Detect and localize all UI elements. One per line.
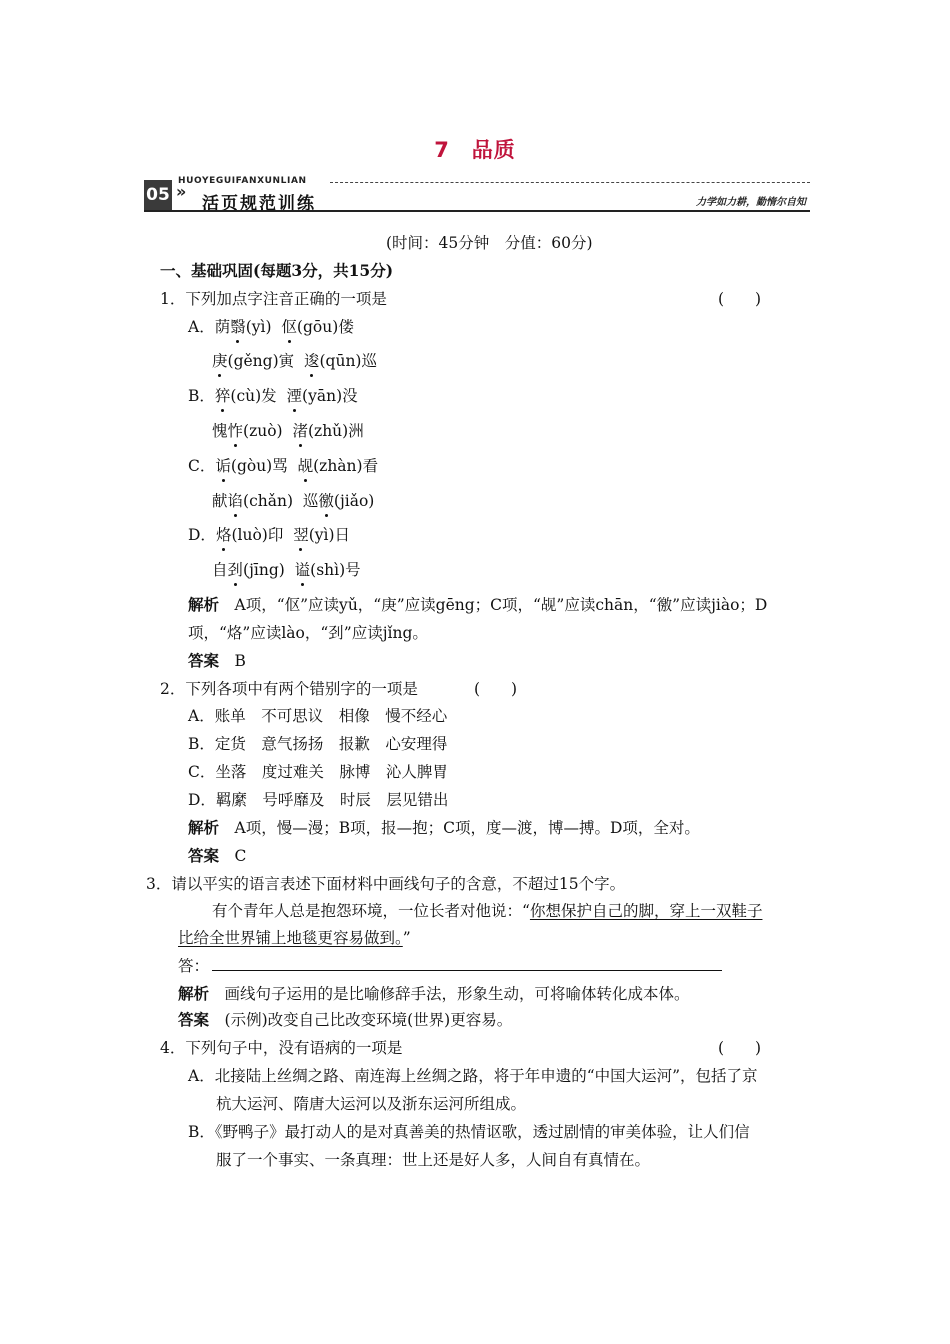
option-label: C． <box>188 457 216 475</box>
q2-stem: 2．下列各项中有两个错别字的一项是 <box>160 680 418 698</box>
q1-stem: 1．下列加点字注音正确的一项是 <box>160 290 387 308</box>
q1-option-a-line1: A．荫翳(yì) 伛(gōu)偻 <box>188 315 354 337</box>
underlined-sentence: 你想保护自己的脚，穿上一双鞋子 <box>529 902 763 920</box>
banner-dashed-line <box>330 182 810 183</box>
q1-option-c-line2: 献谄(chǎn) 巡徼(jiǎo) <box>212 489 374 511</box>
banner-pinyin: HUOYEGUIFANXUNLIAN <box>178 176 307 186</box>
underlined-sentence: 比给全世界铺上地毯更容易做到。 <box>178 929 403 947</box>
q3-answer-prompt: 答： <box>178 957 210 975</box>
answer-label: 答案 <box>178 1010 210 1029</box>
q1-analysis-line2: 项，“烙”应读lào，“刭”应读jǐng。 <box>188 624 428 642</box>
q3-analysis: 解析 画线句子运用的是比喻修辞手法，形象生动，可将喻体转化成本体。 <box>178 984 690 1003</box>
q4-stem: 4．下列句子中，没有语病的一项是 <box>160 1039 403 1057</box>
chevron-icon: » <box>176 182 187 201</box>
q3-answer: 答案 (示例)改变自己比改变环境(世界)更容易。 <box>178 1010 513 1029</box>
q1-option-b-line1: B．猝(cù)发 湮(yān)没 <box>188 384 358 406</box>
q2-option-b: B．定货 意气扬扬 报歉 心安理得 <box>188 735 448 753</box>
option-label: D． <box>188 526 216 544</box>
q2-option-d: D．羁縻 号呼靡及 时辰 层见错出 <box>188 791 449 809</box>
analysis-label: 解析 <box>178 984 210 1003</box>
q3-material-line2: 比给全世界铺上地毯更容易做到。” <box>178 929 411 947</box>
q1-analysis-line1: 解析 A项，“伛”应读yǔ，“庚”应读gēng；C项，“觇”应读chān，“徼”应读jiào；D <box>188 595 768 614</box>
q1-option-a-line2: 庚(gěng)寅 逡(qūn)巡 <box>212 349 377 371</box>
q4-option-a-line2: 杭大运河、隋唐大运河以及浙东运河所组成。 <box>216 1095 527 1113</box>
q2-answer-paren: ( ) <box>474 680 518 698</box>
answer-label: 答案 <box>188 651 220 670</box>
banner-rule <box>144 210 810 212</box>
q4-option-b-line1: B．《野鸭子》最打动人的是对真善美的热情讴歌，透过剧情的审美体验，让人们信 <box>188 1123 750 1141</box>
time-score-info: (时间：45分钟 分值：60分) <box>386 234 593 252</box>
q1-option-d-line1: D．烙(luò)印 翌(yì)日 <box>188 523 350 545</box>
answer-label: 答案 <box>188 846 220 865</box>
q1-option-d-line2: 自刭(jīng) 谥(shì)号 <box>212 558 361 580</box>
q1-answer-paren: ( ) <box>718 290 762 308</box>
q1-option-b-line2: 愧怍(zuò) 渚(zhǔ)洲 <box>212 419 364 441</box>
q3-stem: 3．请以平实的语言表述下面材料中画线句子的含意，不超过15个字。 <box>146 875 626 893</box>
section-heading: 一、基础巩固(每题3分，共15分) <box>160 261 394 280</box>
option-label: A． <box>188 318 215 336</box>
banner-name: 活页规范训练 <box>202 194 316 214</box>
banner-motto: 力学如力耕，勤惰尔自知 <box>696 197 806 208</box>
q3-answer-blank <box>212 970 722 971</box>
q2-option-a: A．账单 不可思议 相像 慢不经心 <box>188 707 448 725</box>
q2-answer: 答案 C <box>188 846 247 865</box>
q4-option-a-line1: A．北接陆上丝绸之路、南连海上丝绸之路，将于年申遗的“中国大运河”，包括了京 <box>188 1067 758 1085</box>
banner-number: 05 <box>144 180 172 210</box>
q1-answer: 答案 B <box>188 651 246 670</box>
page-title: 7 品质 <box>434 138 516 162</box>
q4-option-b-line2: 服了一个事实、一条真理：世上还是好人多，人间自有真情在。 <box>216 1151 651 1169</box>
q2-analysis: 解析 A项，慢—漫；B项，报—抱；C项，度—渡，博—搏。D项，全对。 <box>188 818 700 837</box>
q4-answer-paren: ( ) <box>718 1039 762 1057</box>
analysis-label: 解析 <box>188 595 220 614</box>
q1-option-c-line1: C．诟(gòu)骂 觇(zhàn)看 <box>188 454 378 476</box>
q2-option-c: C．坐落 度过难关 脉博 沁人脾胃 <box>188 763 448 781</box>
analysis-label: 解析 <box>188 818 220 837</box>
q3-material-line1: 有个青年人总是抱怨环境，一位长者对他说：“你想保护自己的脚，穿上一双鞋子 <box>212 902 763 920</box>
section-banner <box>144 176 810 212</box>
option-label: B． <box>188 387 215 405</box>
